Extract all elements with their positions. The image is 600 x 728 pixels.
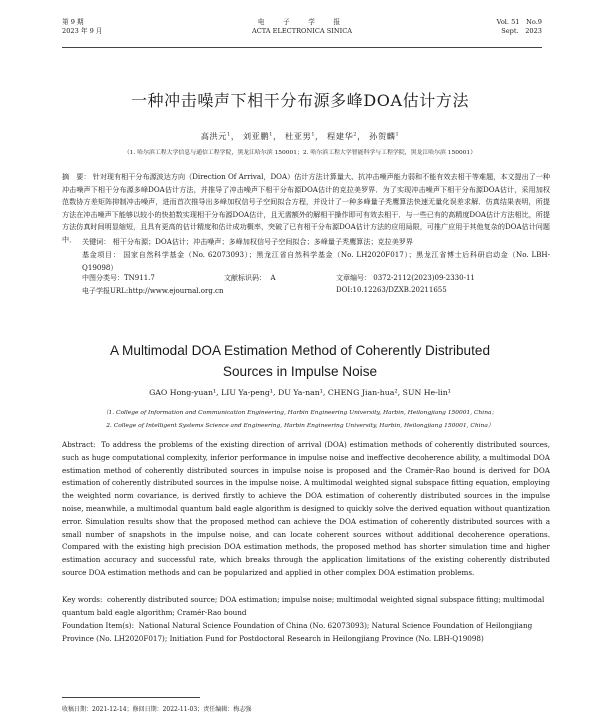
author-sup: 1 [395, 131, 400, 138]
clc-number [82, 273, 155, 283]
clc-label: 中图分类号： [82, 274, 124, 282]
fund-text-en: National Natural Science Foundation of China (No. 62073093); Natural Science Foundation of Heilongjiang Province (No. LH2020F017); Initiation Fund for Postdoctoral Research in Heilongjiang Province (No. LBH-Q19098) [62, 621, 533, 643]
journal-name-en: ACTA ELECTRONICA SINICA [251, 27, 353, 35]
article-number [336, 273, 475, 283]
keywords-text-cn: 相干分布源；DOA估计；冲击噪声；多峰加权信号子空间拟合；多峰量子秃鹰算法；克拉美罗界 [112, 237, 414, 246]
author-name: 杜亚男 [284, 131, 312, 141]
running-header [62, 18, 542, 48]
issue-date: 2023 年 9 月 [62, 27, 103, 35]
date-en: Sept. 2023 [501, 27, 542, 35]
article-no-label: 文章编号： [336, 274, 371, 282]
author-name: 高洪元 [200, 131, 228, 141]
received-date-footnote: 收稿日期：2021-12-14；修回日期：2022-11-03；责任编辑：梅志强 [62, 706, 252, 713]
english-title [0, 340, 600, 382]
article-no-value: 0372-2112(2023)09-2330-11 [373, 274, 475, 282]
english-abstract [62, 439, 550, 580]
doc-code-value: A [270, 274, 276, 282]
url-value[interactable]: http://www.ejournal.org.cn [128, 287, 224, 295]
header-rule [62, 47, 542, 48]
abstract-text-en: To address the problems of the existing direction of arrival (DOA) estimation methods of coherently distributed sources, such as huge computational complexity, inferior performance in impulse noise and ineffective decoherence ability, a multimodal DOA estimation method of coherently distributed sources in impulse noise is proposed and the Cramér-Rao bound is derived for DOA estimation of coherently distributed sources in the impulse noise. A multimodal weighted signal subspace fitting equation, employing the weighted norm covariance, is derived firstly to achieve the DOA estimation of coherently distributed sources in the impulse noise, meanwhile, a multimodal quantum bald eagle algorithm is designed to quickly solve the derived equation without quantization error. Simulation results show that the proposed method can achieve the DOA estimation of coherently distributed sources with a small number of snapshots in the impulse noise, and can locate coherent sources without additional decoherence operations. Compared with the existing high precision DOA estimation methods, the proposed method has shorter simulation time and higher estimation accuracy and successful rate, which breaks through the application limitations of the existing coherently distributed source DOA estimation methods and can be popularized and applied in other complex DOA estimation problems. [62, 440, 550, 577]
clc-value: TN911.7 [124, 274, 155, 282]
english-keywords [62, 594, 550, 620]
header-right [497, 18, 542, 36]
doi-label: DOI: [336, 286, 353, 294]
footnote-rule [62, 697, 200, 698]
chinese-keywords [82, 236, 550, 249]
doc-code-label: 文献标识码： [224, 274, 266, 282]
english-affiliation-1: （1. College of Information and Communication Engineering, Harbin Engineering University, Harbin, Heilongjiang 150001, China； [102, 410, 498, 416]
chinese-abstract [62, 171, 550, 246]
english-title-line-1: A Multimodal DOA Estimation Method of Coherently Distributed [109, 343, 491, 358]
chinese-fund [82, 249, 550, 274]
author-name: 程建华 [327, 131, 354, 141]
keywords-text-en: coherently distributed source; DOA estimation; impulse noise; multimodal weighted signal subspace fitting; multimodal quantum bald eagle algorithm; Cramér-Rao bound [62, 595, 545, 617]
url-label: 电子学报URL: [82, 287, 129, 295]
fund-label-cn: 基金项目： [82, 250, 121, 259]
doi-value[interactable]: 10.12263/DZXB.20211655 [352, 286, 447, 294]
journal-name-cn: 电 子 学 报 [257, 18, 347, 26]
author-name: 孙贺麟 [369, 131, 396, 141]
header-center [62, 18, 542, 36]
english-fund [62, 620, 550, 646]
fund-label-en: Foundation Item(s): [62, 621, 135, 630]
abstract-label-en: Abstract: [62, 440, 96, 449]
fund-text-cn: 国家自然科学基金（No. 62073093）；黑龙江省自然科学基金（No. LH2020F017）；黑龙江省博士后科研启动金（No. LBH-Q19098） [82, 250, 551, 272]
author-sup: 1 [311, 131, 316, 138]
document-code [224, 273, 276, 283]
issue-number: 第 9 期 [62, 18, 84, 26]
abstract-text-cn: 针对现有相干分布源波达方向（Direction Of Arrival，DOA）估计方法计算量大、抗冲击噪声能力弱和不能有效去相干等难题，本文提出了一种冲击噪声下相干分布源多峰DOA估计方法，并推导了冲击噪声下相干分布源DOA估计的克拉美罗界．为了实现冲击噪声下相干分布源DOA估计，采用加权范数协方差矩阵抑制冲击噪声，进而首次推导出多峰加权信号子空间拟合方程，并设计了一种多峰量子秃鹰算法快速无量化误差求解．仿真结果表明，所提方法在冲击噪声下能够以较小的快拍数实现相干分布源DOA估计，且无需额外的解相干操作即可有效去相干．与一些已有的高精度DOA估计方法相比，所提方法仿真时间明显缩短，且具有更高的估计精度和估计成功概率，突破了已有相干分布源DOA估计方法的应用局限，可推广应用于其他复杂的DOA估计问题中． [62, 172, 551, 244]
author-sup: 2 [353, 131, 358, 138]
keywords-label-en: Key words: [62, 595, 103, 604]
volume-number: Vol. 51 No.9 [496, 18, 542, 26]
author-sup: 1 [227, 131, 231, 138]
doi [336, 286, 447, 294]
abstract-label-cn: 摘 要： [62, 172, 91, 181]
chinese-title: 一种冲击噪声下相干分布源多峰DOA估计方法 [130, 91, 470, 110]
english-affiliation-2: 2. College of Intelligent Systems Science and Engineering, Harbin Engineering University, Harbin, Heilongjiang 150001, China） [106, 423, 494, 429]
keywords-label-cn: 关键词： [82, 237, 111, 246]
chinese-authors: 高洪元$^1$， 刘亚鹏$^1$， 杜亚男$^1$， 程建华$^2$， 孙贺麟$^1$ [200, 131, 400, 141]
english-title-line-2: Sources in Impulse Noise [222, 364, 378, 379]
journal-url [82, 286, 223, 296]
chinese-affiliation: （1. 哈尔滨工程大学信息与通信工程学院，黑龙江哈尔滨 150001；2. 哈尔滨工程大学智能科学与工程学院，黑龙江哈尔滨 150001） [123, 150, 477, 156]
author-sup: 1 [269, 131, 273, 138]
english-authors: GAO Hong-yuan¹, LIU Ya-peng¹, DU Ya-nan¹, CHENG Jian-hua², SUN He-lin¹ [149, 388, 451, 397]
author-name: 刘亚鹏 [242, 131, 270, 141]
